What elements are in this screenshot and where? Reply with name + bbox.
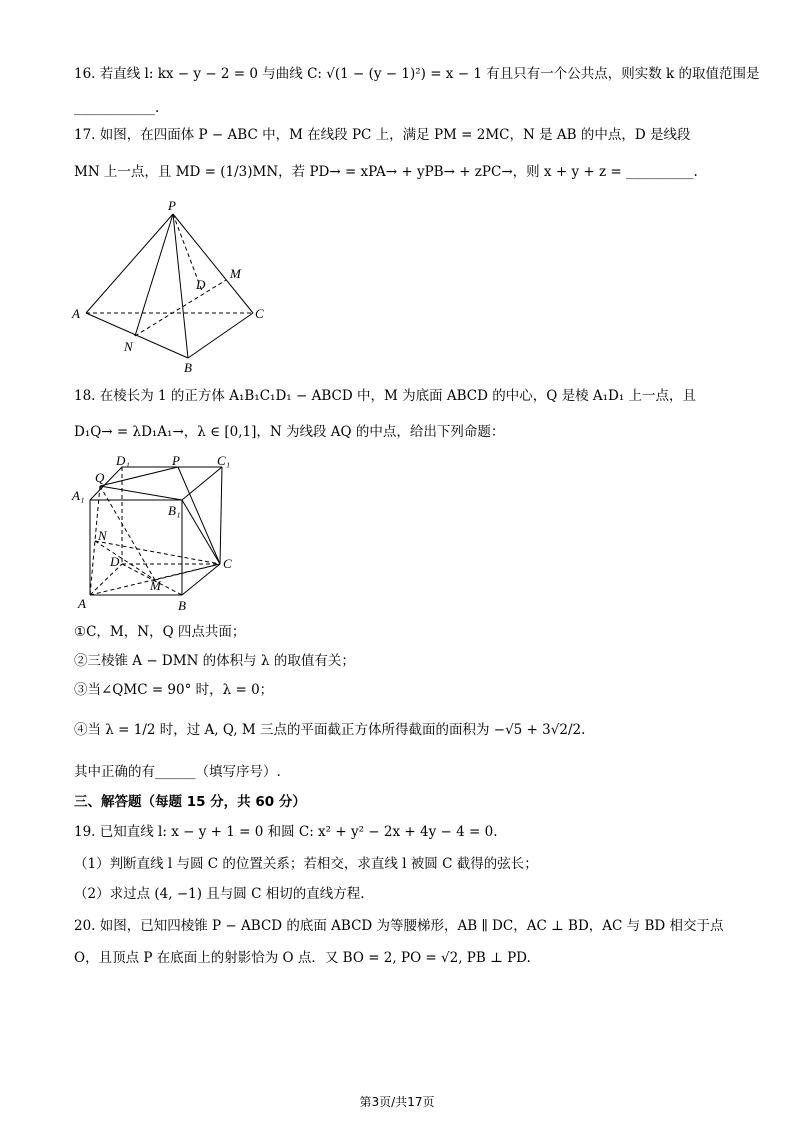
q18-answer-line: 其中正确的有______（填写序号）. bbox=[74, 764, 281, 780]
q19-line1: 19. 已知直线 l: x − y + 1 = 0 和圆 C: x² + y² − 2x + 4y − 4 = 0. bbox=[74, 824, 498, 840]
q16-line1: 16. 若直线 l: kx − y − 2 = 0 与曲线 C: √(1 − (y − 1)²) = x − 1 有且只有一个公共点，则实数 k 的取值范围是 bbox=[74, 66, 760, 82]
label-D1: D₁ bbox=[116, 453, 130, 468]
label-B: B bbox=[178, 598, 186, 613]
tetrahedron-figure bbox=[70, 198, 270, 376]
label-N: N bbox=[124, 339, 133, 354]
label-C: C bbox=[223, 556, 232, 571]
q18-option-1: ①C，M，N，Q 四点共面； bbox=[74, 624, 246, 640]
label-M: M bbox=[230, 266, 241, 281]
label-D: D bbox=[110, 554, 120, 569]
q17-line1: 17. 如图，在四面体 P − ABC 中，M 在线段 PC 上，满足 PM = 2MC，N 是 AB 的中点，D 是线段 bbox=[74, 127, 691, 143]
label-D: D bbox=[196, 277, 206, 292]
label-B: B bbox=[184, 360, 192, 375]
label-Q: Q bbox=[95, 470, 105, 485]
q18-option-4: ④当 λ = 1/2 时，过 A, Q, M 三点的平面截正方体所得截面的面积为 −√5 + 3√2/2. bbox=[74, 722, 586, 738]
q20-line1: 20. 如图，已知四棱锥 P − ABCD 的底面 ABCD 为等腰梯形，AB ∥ DC，AC ⊥ BD，AC 与 BD 相交于点 bbox=[74, 918, 724, 934]
label-C: C bbox=[255, 306, 264, 321]
q18-option-2: ②三棱锥 A − DMN 的体积与 λ 的取值有关； bbox=[74, 653, 355, 669]
q20-line2: O，且顶点 P 在底面上的射影恰为 O 点．又 BO = 2, PO = √2, PB ⊥ PD. bbox=[74, 950, 531, 966]
label-A1: A₁ bbox=[72, 488, 85, 503]
section-3-title: 三、解答题（每题 15 分，共 60 分） bbox=[74, 794, 306, 810]
label-C1: C₁ bbox=[217, 453, 231, 468]
label-B1: B₁ bbox=[168, 503, 181, 518]
q18-option-3: ③当∠QMC = 90° 时，λ = 0； bbox=[74, 682, 274, 698]
q17-line2: MN 上一点，且 MD = (1/3)MN，若 PD→ = xPA→ + yPB→ + zPC→，则 x + y + z = __________. bbox=[74, 164, 698, 180]
q19-part1: （1）判断直线 l 与圆 C 的位置关系；若相交，求直线 l 被圆 C 截得的弦长； bbox=[74, 856, 538, 872]
q19-part2: （2）求过点 (4, −1) 且与圆 C 相切的直线方程. bbox=[74, 886, 365, 902]
q16-line2: ____________. bbox=[74, 100, 160, 116]
label-P: P bbox=[168, 198, 176, 213]
q18-line1: 18. 在棱长为 1 的正方体 A₁B₁C₁D₁ − ABCD 中，M 为底面 ABCD 的中心，Q 是棱 A₁D₁ 上一点，且 bbox=[74, 388, 697, 404]
page-footer: 第3页/共17页 bbox=[359, 1095, 435, 1109]
label-A: A bbox=[78, 596, 86, 611]
label-P: P bbox=[172, 453, 180, 468]
label-A: A bbox=[72, 306, 80, 321]
q18-line2: D₁Q→ = λD₁A₁→，λ ∈ [0,1]，N 为线段 AQ 的中点，给出下列命题： bbox=[74, 424, 505, 440]
cube-figure bbox=[70, 450, 250, 615]
label-M: M bbox=[150, 578, 161, 593]
label-N: N bbox=[98, 528, 107, 543]
